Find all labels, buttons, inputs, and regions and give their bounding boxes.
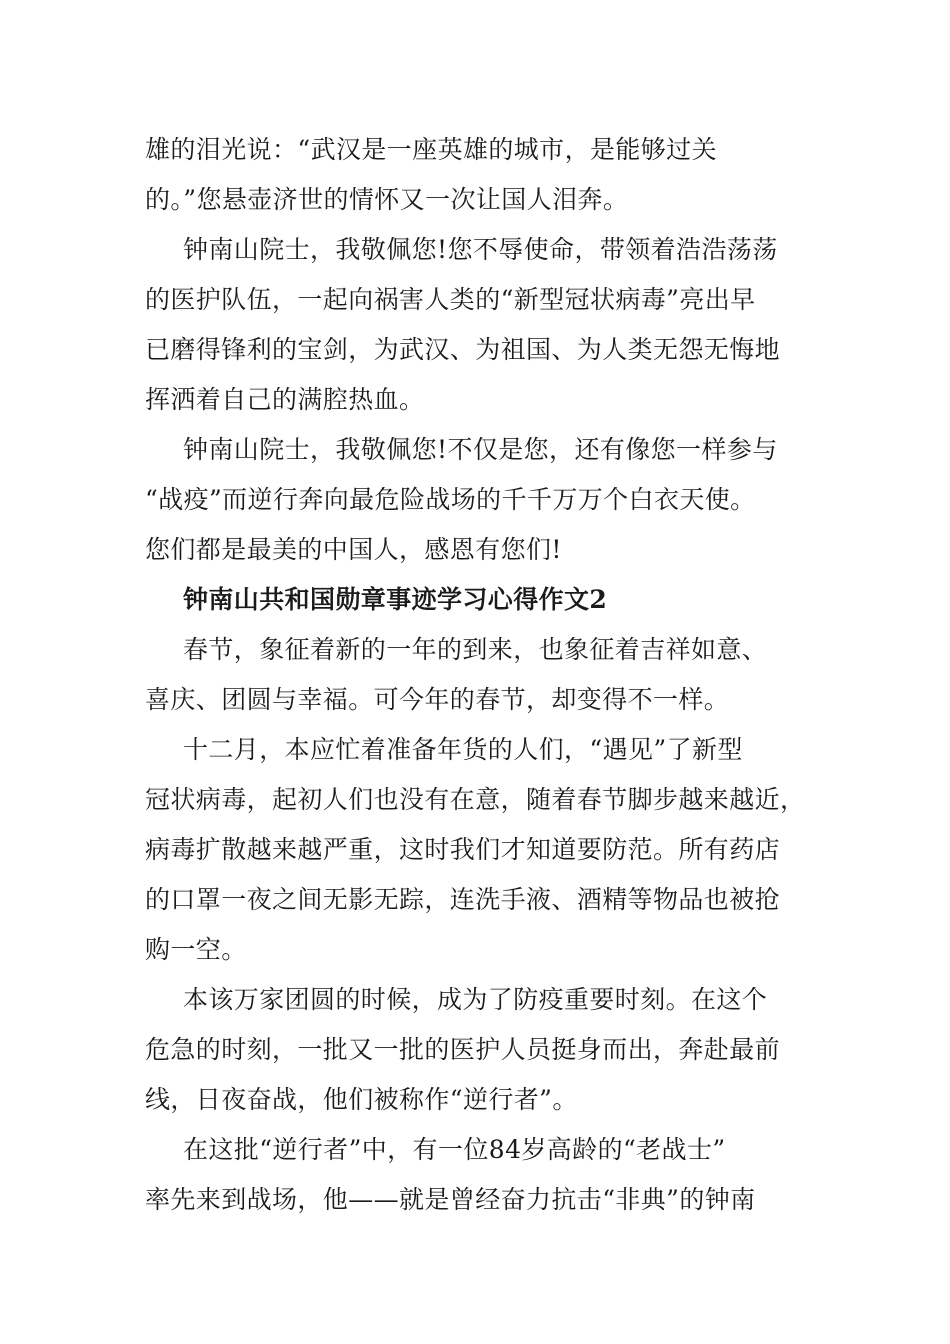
text-line: 病毒扩散越来越严重，这时我们才知道要防范。所有药店 xyxy=(145,835,781,864)
paragraph-first-line: 十二月，本应忙着准备年货的人们，“遇见”了新型 xyxy=(183,735,743,764)
text-line: 危急的时刻，一批又一批的医护人员挺身而出，奔赴最前 xyxy=(145,1035,781,1064)
text-line: 您们都是最美的中国人，感恩有您们! xyxy=(145,535,562,564)
text-line: 购一空。 xyxy=(145,935,247,964)
paragraph-first-line: 钟南山院士，我敬佩您!您不辱使命，带领着浩浩荡荡 xyxy=(183,235,778,264)
text-line: 喜庆、团圆与幸福。可今年的春节，却变得不一样。 xyxy=(145,685,730,714)
text-line: 雄的泪光说：“武汉是一座英雄的城市，是能够过关 xyxy=(145,135,717,164)
paragraph-first-line: 在这批“逆行者”中，有一位84岁高龄的“老战士” xyxy=(183,1135,726,1164)
paragraph-first-line: 春节，象征着新的一年的到来，也象征着吉祥如意、 xyxy=(183,635,768,664)
text-line: 的医护队伍，一起向祸害人类的“新型冠状病毒”亮出早 xyxy=(145,285,756,314)
text-line: 率先来到战场，他——就是曾经奋力抗击“非典”的钟南 xyxy=(145,1185,756,1214)
text-line: 线，日夜奋战，他们被称作“逆行者”。 xyxy=(145,1085,578,1114)
text-line: 冠状病毒，起初人们也没有在意，随着春节脚步越来越近， xyxy=(145,785,806,814)
section-heading: 钟南山共和国勋章事迹学习心得作文2 xyxy=(183,585,608,614)
text-line: “战疫”而逆行奔向最危险战场的千千万万个白衣天使。 xyxy=(145,485,756,514)
text-line: 挥洒着自己的满腔热血。 xyxy=(145,385,425,414)
paragraph-first-line: 钟南山院士，我敬佩您!不仅是您，还有像您一样参与 xyxy=(183,435,778,464)
text-line: 的口罩一夜之间无影无踪，连洗手液、酒精等物品也被抢 xyxy=(145,885,781,914)
text-line: 已磨得锋利的宝剑，为武汉、为祖国、为人类无怨无悔地 xyxy=(145,335,781,364)
paragraph-first-line: 本该万家团圆的时候，成为了防疫重要时刻。在这个 xyxy=(183,985,768,1014)
text-line: 的。”您悬壶济世的情怀又一次让国人泪奔。 xyxy=(145,185,629,214)
